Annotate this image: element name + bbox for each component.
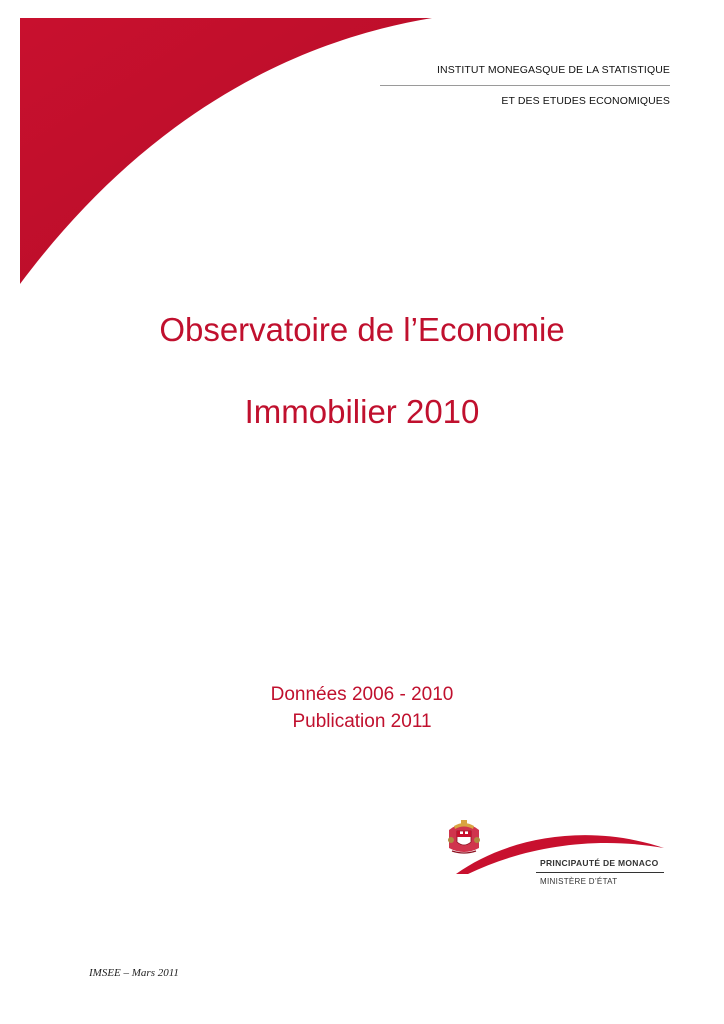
document-title-line1: Observatoire de l’Economie	[159, 311, 565, 348]
monaco-government-logo	[446, 818, 676, 898]
institute-name-line1: INSTITUT MONEGASQUE DE LA STATISTIQUE	[380, 64, 670, 86]
principality-label: PRINCIPAUTÉ DE MONACO	[540, 858, 659, 868]
corner-swoosh-decoration	[0, 0, 440, 290]
ministry-label: MINISTÈRE D’ÉTAT	[540, 877, 618, 886]
logo-swoosh-icon	[446, 818, 676, 878]
footer-note: IMSEE – Mars 2011	[89, 967, 179, 979]
institute-header	[380, 64, 670, 107]
logo-divider	[536, 872, 664, 873]
data-period: Données 2006 - 2010	[270, 684, 454, 705]
publication-year: Publication 2011	[292, 711, 432, 732]
institute-name-line2: ET DES ETUDES ECONOMIQUES	[501, 95, 670, 107]
document-title-line2: Immobilier 2010	[244, 393, 480, 430]
